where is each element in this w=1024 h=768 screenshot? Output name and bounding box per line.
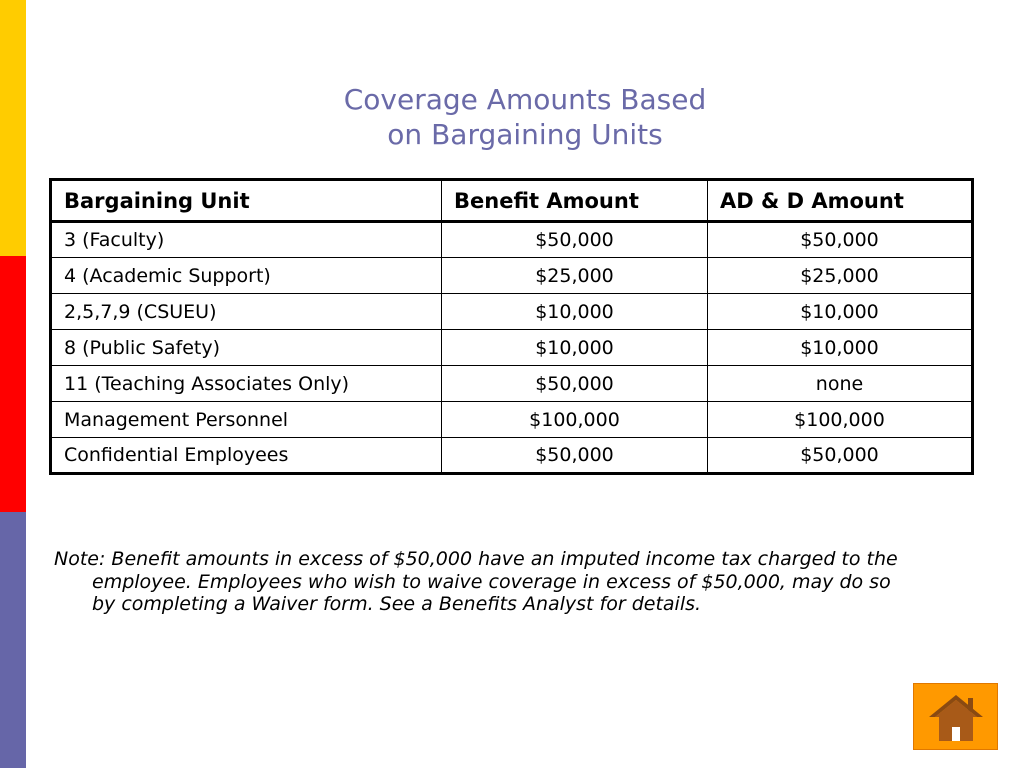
slide-title xyxy=(26,82,1024,152)
table-row xyxy=(51,366,973,402)
table-row xyxy=(51,330,973,366)
cell-benefit-amount: $50,000 xyxy=(442,438,708,474)
cell-add-amount: $10,000 xyxy=(708,294,973,330)
cell-add-amount: $10,000 xyxy=(708,330,973,366)
slide-title-line-1: Coverage Amounts Based xyxy=(343,83,707,116)
cell-bargaining-unit: 4 (Academic Support) xyxy=(51,258,442,294)
table-row xyxy=(51,438,973,474)
cell-benefit-amount: $100,000 xyxy=(442,402,708,438)
cell-benefit-amount: $10,000 xyxy=(442,330,708,366)
cell-bargaining-unit: Management Personnel xyxy=(51,402,442,438)
table-row xyxy=(51,222,973,258)
cell-bargaining-unit: 2,5,7,9 (CSUEU) xyxy=(51,294,442,330)
table-row xyxy=(51,402,973,438)
cell-bargaining-unit: 8 (Public Safety) xyxy=(51,330,442,366)
side-stripe-blue xyxy=(0,512,26,768)
home-button[interactable] xyxy=(913,683,998,750)
table-row xyxy=(51,258,973,294)
header-bargaining-unit: Bargaining Unit xyxy=(51,180,442,222)
cell-benefit-amount: $10,000 xyxy=(442,294,708,330)
side-stripe-red xyxy=(0,256,26,512)
cell-bargaining-unit: 11 (Teaching Associates Only) xyxy=(51,366,442,402)
cell-add-amount: $50,000 xyxy=(708,438,973,474)
cell-bargaining-unit: 3 (Faculty) xyxy=(51,222,442,258)
cell-add-amount: $50,000 xyxy=(708,222,973,258)
coverage-table xyxy=(49,178,974,475)
side-stripe-yellow xyxy=(0,0,26,256)
cell-add-amount: none xyxy=(708,366,973,402)
cell-add-amount: $25,000 xyxy=(708,258,973,294)
slide-title-line-2: on Bargaining Units xyxy=(387,118,663,151)
home-icon xyxy=(927,689,985,745)
cell-bargaining-unit: Confidential Employees xyxy=(51,438,442,474)
cell-benefit-amount: $25,000 xyxy=(442,258,708,294)
cell-add-amount: $100,000 xyxy=(708,402,973,438)
table-row xyxy=(51,294,973,330)
header-add-amount: AD & D Amount xyxy=(708,180,973,222)
cell-benefit-amount: $50,000 xyxy=(442,222,708,258)
cell-benefit-amount: $50,000 xyxy=(442,366,708,402)
table-header-row xyxy=(51,180,973,222)
benefit-note: Note: Benefit amounts in excess of $50,000 have an imputed income tax charged to the employee. Employees who wish to waive coverage in excess of $50,000, may do so by completing a Waiver form. See a Benefits Analyst for details. xyxy=(54,548,898,615)
header-benefit-amount: Benefit Amount xyxy=(442,180,708,222)
